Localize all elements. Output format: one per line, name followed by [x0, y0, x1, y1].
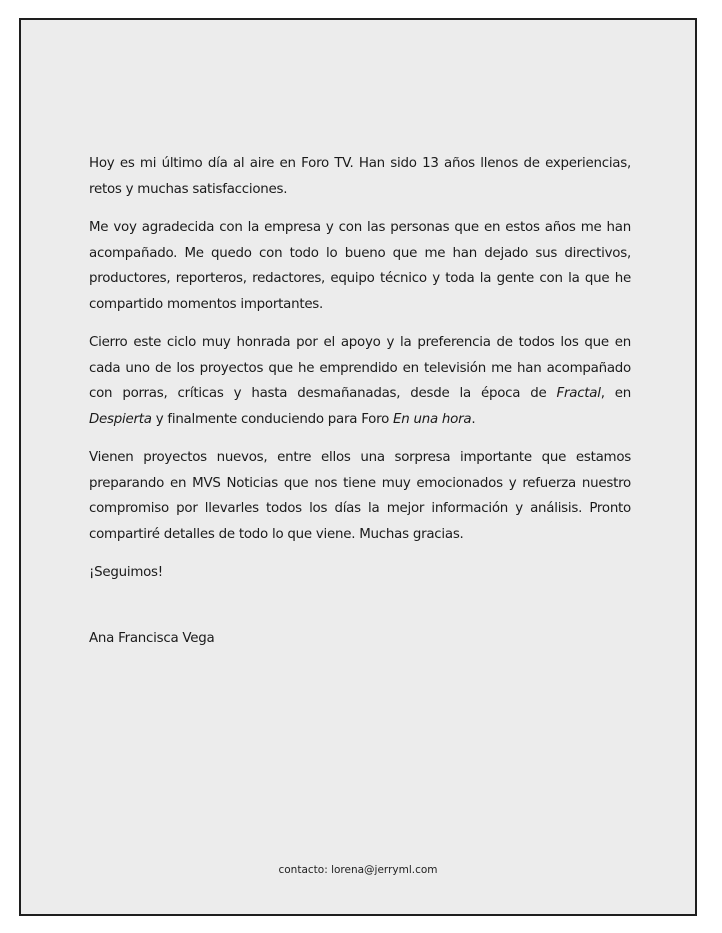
- paragraph-gratitude: Me voy agradecida con la empresa y con las personas que en estos años me han acompañado. Me quedo con todo lo bueno que me han dejado sus directivos, productores, reporteros, redactores, equipo técnico y toda la gente con la que he compartido momentos importantes.: [89, 220, 631, 312]
- footer-contact: contacto: lorena@jerryml.com: [278, 864, 438, 876]
- career-text-d: .: [471, 411, 476, 427]
- show-title-en-una-hora: En una hora: [393, 411, 472, 427]
- show-title-fractal: Fractal: [556, 386, 601, 401]
- career-text-c: y finalmente conduciendo para Foro: [151, 411, 394, 427]
- paragraph-farewell: Hoy es mi último día al aire en Foro TV. Han sido 13 años llenos de experiencias, retos y muchas satisfacciones.: [89, 156, 631, 197]
- career-text-a: Cierro este ciclo muy honrada por el apoyo y la preferencia de todos los que en cada uno de los proyectos que he emprendido en televisión me han acompañado con porras, críticas y hasta desmañanadas, desde la época de: [89, 335, 631, 401]
- paragraph-career: [89, 330, 631, 432]
- paragraph-seguimos: ¡Seguimos!: [89, 565, 163, 580]
- signature: Ana Francisca Vega: [89, 630, 215, 646]
- show-title-despierta: Despierta: [89, 411, 152, 427]
- career-text-b: , en: [600, 386, 631, 401]
- letter-page: [19, 18, 697, 916]
- letter-body: [89, 151, 631, 664]
- paragraph-new-projects: Vienen proyectos nuevos, entre ellos una sorpresa importante que estamos preparando en MVS Noticias que nos tiene muy emocionados y refuerza nuestro compromiso por llevarles todos los días la mejor información y análisis. Pronto compartiré detalles de todo lo que viene. Muchas gracias.: [89, 450, 631, 542]
